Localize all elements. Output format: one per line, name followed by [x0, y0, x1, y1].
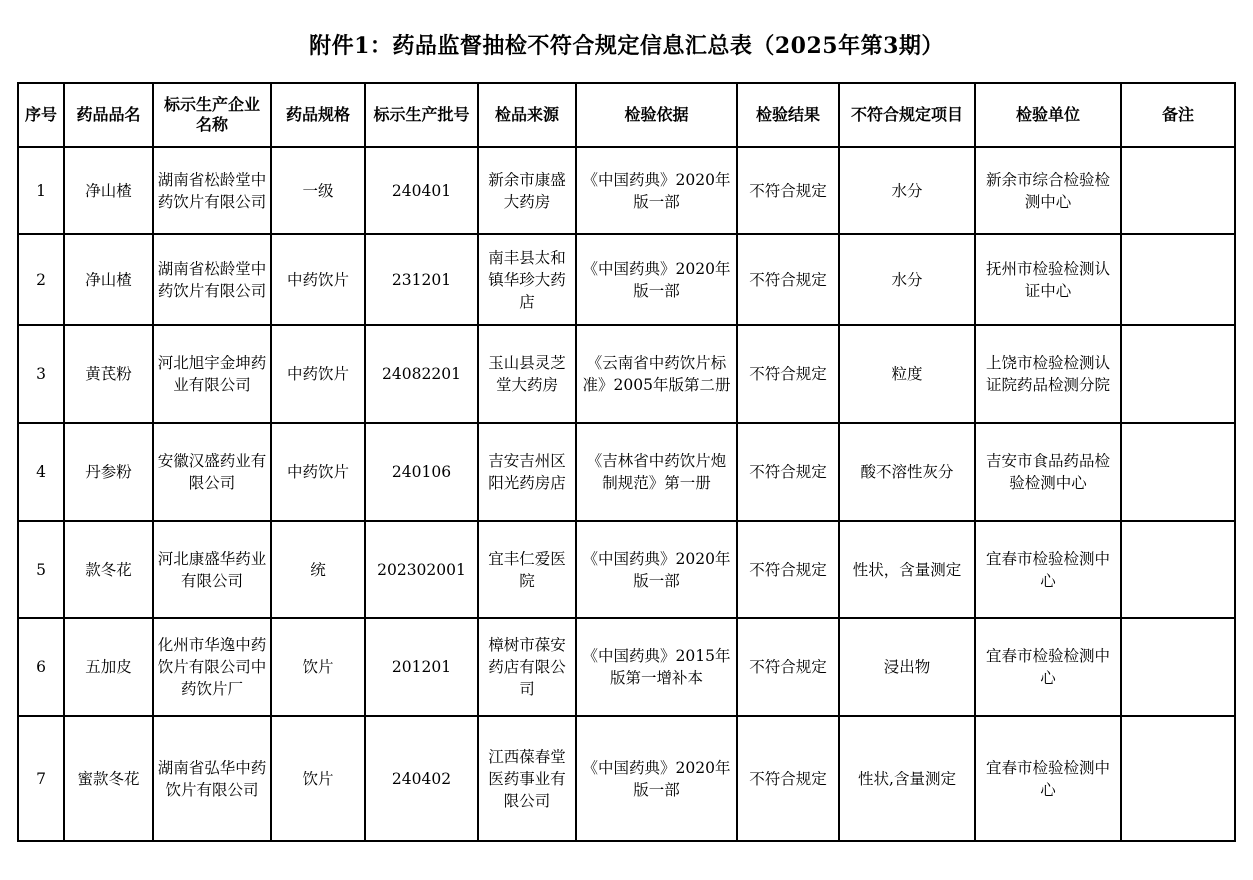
cell-drug-name: 款冬花 [64, 521, 153, 618]
cell-spec: 中药饮片 [271, 325, 365, 423]
cell-result: 不符合规定 [737, 716, 839, 841]
cell-source: 新余市康盛大药房 [478, 147, 576, 234]
cell-basis: 《吉林省中药饮片炮制规范》第一册 [576, 423, 737, 521]
table-row [18, 325, 1235, 423]
cell-spec: 中药饮片 [271, 234, 365, 325]
cell-remark [1121, 521, 1235, 618]
cell-drug-name: 五加皮 [64, 618, 153, 716]
cell-failed-item: 粒度 [839, 325, 975, 423]
column-header-result: 检验结果 [737, 83, 839, 147]
table-row [18, 234, 1235, 325]
cell-no: 1 [18, 147, 64, 234]
cell-result: 不符合规定 [737, 325, 839, 423]
cell-lab: 宜春市检验检测中心 [975, 618, 1121, 716]
cell-batch: 24082201 [365, 325, 478, 423]
cell-result: 不符合规定 [737, 521, 839, 618]
cell-manufacturer: 湖南省松龄堂中药饮片有限公司 [153, 234, 271, 325]
cell-source: 江西葆春堂医药事业有限公司 [478, 716, 576, 841]
column-header-manufacturer: 标示生产企业名称 [153, 83, 271, 147]
cell-batch: 231201 [365, 234, 478, 325]
cell-lab: 上饶市检验检测认证院药品检测分院 [975, 325, 1121, 423]
table-row [18, 147, 1235, 234]
column-header-failed-item: 不符合规定项目 [839, 83, 975, 147]
cell-manufacturer: 湖南省松龄堂中药饮片有限公司 [153, 147, 271, 234]
cell-failed-item: 酸不溶性灰分 [839, 423, 975, 521]
cell-failed-item: 性状，含量测定 [839, 521, 975, 618]
cell-failed-item: 性状,含量测定 [839, 716, 975, 841]
column-header-spec: 药品规格 [271, 83, 365, 147]
cell-batch: 202302001 [365, 521, 478, 618]
cell-drug-name: 净山楂 [64, 147, 153, 234]
cell-basis: 《中国药典》2020年版一部 [576, 147, 737, 234]
cell-basis: 《中国药典》2020年版一部 [576, 521, 737, 618]
inspection-table [17, 82, 1236, 842]
cell-no: 4 [18, 423, 64, 521]
cell-batch: 240106 [365, 423, 478, 521]
column-header-no: 序号 [18, 83, 64, 147]
cell-failed-item: 水分 [839, 234, 975, 325]
cell-remark [1121, 234, 1235, 325]
column-header-batch: 标示生产批号 [365, 83, 478, 147]
cell-lab: 抚州市检验检测认证中心 [975, 234, 1121, 325]
cell-drug-name: 蜜款冬花 [64, 716, 153, 841]
column-header-basis: 检验依据 [576, 83, 737, 147]
cell-manufacturer: 湖南省弘华中药饮片有限公司 [153, 716, 271, 841]
cell-source: 吉安吉州区阳光药房店 [478, 423, 576, 521]
cell-batch: 240402 [365, 716, 478, 841]
cell-no: 6 [18, 618, 64, 716]
column-header-source: 检品来源 [478, 83, 576, 147]
cell-drug-name: 丹参粉 [64, 423, 153, 521]
cell-spec: 饮片 [271, 716, 365, 841]
cell-source: 宜丰仁爱医院 [478, 521, 576, 618]
cell-drug-name: 净山楂 [64, 234, 153, 325]
cell-manufacturer: 河北旭宇金坤药业有限公司 [153, 325, 271, 423]
cell-remark [1121, 147, 1235, 234]
cell-basis: 《中国药典》2020年版一部 [576, 234, 737, 325]
cell-no: 3 [18, 325, 64, 423]
cell-no: 2 [18, 234, 64, 325]
cell-spec: 一级 [271, 147, 365, 234]
cell-lab: 吉安市食品药品检验检测中心 [975, 423, 1121, 521]
table-header-row [18, 83, 1235, 147]
table-row [18, 716, 1235, 841]
cell-basis: 《中国药典》2020年版一部 [576, 716, 737, 841]
cell-source: 樟树市葆安药店有限公司 [478, 618, 576, 716]
cell-result: 不符合规定 [737, 147, 839, 234]
table-row [18, 521, 1235, 618]
cell-failed-item: 浸出物 [839, 618, 975, 716]
cell-manufacturer: 化州市华逸中药饮片有限公司中药饮片厂 [153, 618, 271, 716]
cell-manufacturer: 河北康盛华药业有限公司 [153, 521, 271, 618]
table-row [18, 423, 1235, 521]
cell-lab: 宜春市检验检测中心 [975, 521, 1121, 618]
cell-basis: 《中国药典》2015年版第一增补本 [576, 618, 737, 716]
cell-result: 不符合规定 [737, 618, 839, 716]
cell-remark [1121, 716, 1235, 841]
cell-result: 不符合规定 [737, 423, 839, 521]
cell-spec: 统 [271, 521, 365, 618]
cell-lab: 宜春市检验检测中心 [975, 716, 1121, 841]
cell-manufacturer: 安徽汉盛药业有限公司 [153, 423, 271, 521]
cell-failed-item: 水分 [839, 147, 975, 234]
cell-source: 南丰县太和镇华珍大药店 [478, 234, 576, 325]
column-header-remark: 备注 [1121, 83, 1235, 147]
cell-remark [1121, 618, 1235, 716]
cell-no: 5 [18, 521, 64, 618]
cell-spec: 中药饮片 [271, 423, 365, 521]
column-header-lab: 检验单位 [975, 83, 1121, 147]
cell-batch: 240401 [365, 147, 478, 234]
cell-remark [1121, 423, 1235, 521]
cell-lab: 新余市综合检验检测中心 [975, 147, 1121, 234]
cell-no: 7 [18, 716, 64, 841]
cell-batch: 201201 [365, 618, 478, 716]
cell-result: 不符合规定 [737, 234, 839, 325]
cell-spec: 饮片 [271, 618, 365, 716]
cell-source: 玉山县灵芝堂大药房 [478, 325, 576, 423]
page-title: 附件1：药品监督抽检不符合规定信息汇总表（2025年第3期） [309, 33, 944, 59]
cell-drug-name: 黄芪粉 [64, 325, 153, 423]
column-header-drug-name: 药品品名 [64, 83, 153, 147]
cell-remark [1121, 325, 1235, 423]
cell-basis: 《云南省中药饮片标准》2005年版第二册 [576, 325, 737, 423]
table-row [18, 618, 1235, 716]
